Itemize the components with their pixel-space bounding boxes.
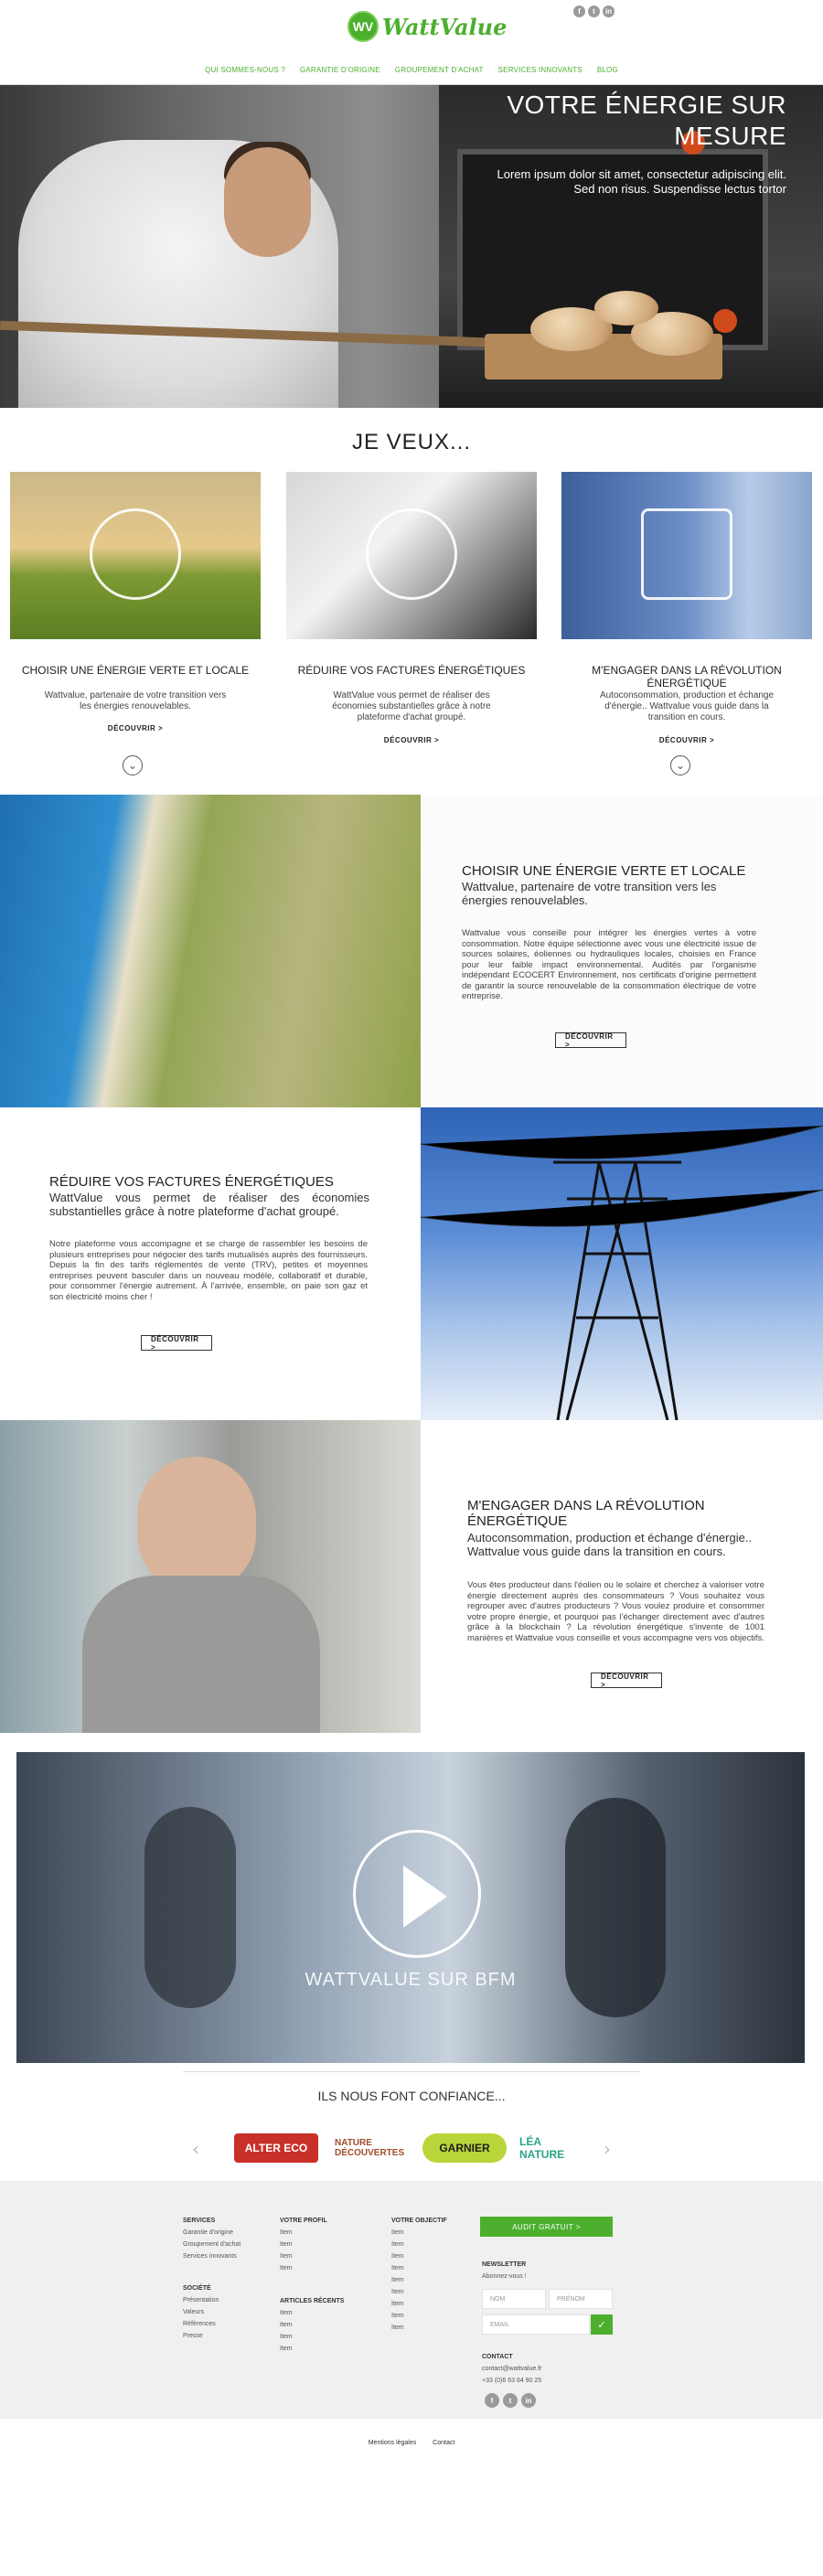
footer-societe [183, 2282, 219, 2342]
header-social [573, 5, 615, 17]
man-sweater [82, 1576, 320, 1733]
linkedin-icon[interactable]: in [603, 5, 615, 17]
facebook-icon[interactable]: f [485, 2393, 499, 2408]
footer-link[interactable]: Valeurs [183, 2309, 205, 2315]
card-text: Wattvalue, partenaire de votre transition vers les énergies renouvelables. [44, 690, 227, 711]
contact-link[interactable]: Contact [433, 2440, 455, 2446]
section-subtitle: Wattvalue, partenaire de votre transition vers les énergies renouvelables. [462, 880, 717, 907]
carousel-next-icon[interactable]: › [604, 2138, 611, 2160]
section-subtitle: Autoconsommation, production et échange d'énergie.. Wattvalue vous guide dans la transition en cours. [467, 1531, 753, 1558]
footer-heading: CONTACT [482, 2354, 513, 2360]
section-image-coast-wind [0, 795, 421, 1107]
footer-link[interactable]: Présentation [183, 2297, 219, 2303]
footer-link[interactable]: Item [280, 2322, 293, 2328]
footer-contact [482, 2351, 541, 2387]
nav-item-services[interactable]: SERVICES INNOVANTS [497, 65, 583, 74]
partner-logo-garnier: GARNIER [422, 2133, 507, 2163]
chevron-down-icon[interactable]: ⌄ [123, 755, 143, 775]
nom-input[interactable]: NOM [482, 2289, 546, 2309]
hero-bread [594, 291, 658, 326]
play-icon[interactable] [353, 1830, 481, 1958]
pylon-drawing [421, 1107, 823, 1420]
twitter-icon[interactable]: t [588, 5, 600, 17]
section-body: Wattvalue vous conseille pour intégrer les énergies vertes à votre consommation. Notre équipe sélectionne avec vous une électricité issue de sources solaires, éoliennes ou hydrauliques locales, choisies en France pour leur faible impact environnemental. Audités par l'organisme indépendant ECOCERT Environnement, nos certificats d'origine permettent de garantir la source renouvelable de la consommation électrique de votre entreprise. [462, 928, 756, 1001]
footer-link[interactable]: Item [391, 2313, 404, 2319]
section-title: RÉDUIRE VOS FACTURES ÉNERGÉTIQUES [49, 1174, 334, 1190]
footer-heading: ARTICLES RÉCENTS [280, 2298, 345, 2304]
card-image-factures[interactable] [286, 472, 537, 639]
bottom-links [0, 2440, 823, 2446]
footer-profil [280, 2215, 327, 2274]
footer-link[interactable]: Item [391, 2301, 404, 2307]
footer-link[interactable]: Item [280, 2334, 293, 2340]
footer-link[interactable]: Item [391, 2229, 404, 2236]
footer-link[interactable]: Services innovants [183, 2253, 237, 2260]
contact-email[interactable]: contact@wattvalue.fr [482, 2366, 542, 2372]
section-body: Vous êtes producteur dans l'éolien ou le solaire et cherchez à valoriser votre énergie directement auprès des consommateurs ? Vous souhaitez vous regrouper avec d'autres producteurs ? Vous voulez produire et consommer votre propre énergie, et pourquoi pas l'échanger directement avec d'autres grâce à la blockchain ? La révolution énergétique s'invente de 1001 manières et Wattvalue vous conseille et vous accompagne vers vos objectifs. [467, 1580, 764, 1643]
card-image-revolution[interactable] [561, 472, 812, 639]
section-image-man [0, 1420, 421, 1733]
section-title: CHOISIR UNE ÉNERGIE VERTE ET LOCALE [462, 863, 746, 879]
footer-link[interactable]: Groupement d'achat [183, 2241, 241, 2248]
card-title: M'ENGAGER DANS LA RÉVOLUTION ÉNERGÉTIQUE [592, 664, 782, 689]
je-veux-title: JE VEUX... [351, 430, 472, 454]
hero-subtitle: Lorem ipsum dolor sit amet, consectetur adipiscing elit. Sed non risus. Suspendisse lectus tortor [497, 167, 786, 196]
site-header [0, 0, 823, 74]
footer-social [485, 2393, 536, 2408]
section-image-pylon [421, 1107, 823, 1420]
footer-link[interactable]: Item [280, 2229, 293, 2236]
hero-title: VOTRE ÉNERGIE SUR MESURE [507, 91, 786, 150]
section-title: M'ENGAGER DANS LA RÉVOLUTION ÉNERGÉTIQUE [467, 1498, 705, 1529]
nav-item-qui-sommes-nous[interactable]: QUI SOMMES-NOUS ? [205, 65, 285, 74]
partner-logo-alter-eco: ALTER ECO [234, 2133, 318, 2163]
footer-link[interactable]: Références [183, 2321, 216, 2327]
logo[interactable] [347, 11, 507, 42]
video-player[interactable] [16, 1752, 805, 2063]
card-title: CHOISIR UNE ÉNERGIE VERTE ET LOCALE [21, 664, 250, 677]
footer-objectif [391, 2215, 447, 2334]
chevron-down-icon[interactable]: ⌄ [670, 755, 690, 775]
carousel-prev-icon[interactable]: ‹ [192, 2138, 199, 2160]
facebook-icon[interactable]: f [573, 5, 585, 17]
hero-knob [713, 309, 737, 333]
video-caption: WATTVALUE SUR BFM [305, 1970, 517, 1990]
twitter-icon[interactable]: t [503, 2393, 518, 2408]
footer-heading: NEWSLETTER [482, 2261, 527, 2268]
discover-link[interactable]: DÉCOUVRIR > [383, 736, 440, 744]
discover-button[interactable]: DÉCOUVRIR > [555, 1032, 626, 1048]
footer-services [183, 2215, 240, 2262]
card-image-green-energy[interactable] [10, 472, 261, 639]
solar-hands-icon [641, 508, 732, 600]
section-subtitle: WattValue vous permet de réaliser des économies substantielles grâce à notre plateforme d'achat groupé. [49, 1191, 369, 1218]
discover-button[interactable]: DÉCOUVRIR > [591, 1673, 662, 1688]
discover-button[interactable]: DÉCOUVRIR > [141, 1335, 212, 1351]
mentions-legales-link[interactable]: Mentions légales [368, 2440, 417, 2446]
nav-item-garantie[interactable]: GARANTIE D'ORIGINE [299, 65, 380, 74]
discover-link[interactable]: DÉCOUVRIR > [658, 736, 715, 744]
footer-newsletter [482, 2259, 527, 2282]
partners-title: ILS NOUS FONT CONFIANCE... [317, 2089, 506, 2103]
footer-heading: VOTRE PROFIL [280, 2218, 327, 2224]
footer-articles [280, 2295, 344, 2355]
footer-link[interactable]: Item [391, 2253, 404, 2260]
footer-link[interactable]: Item [391, 2265, 404, 2271]
footer-link[interactable]: Item [391, 2289, 404, 2295]
euro-icon [366, 508, 457, 600]
nav-item-blog[interactable]: BLOG [596, 65, 618, 74]
nav-item-groupement[interactable]: GROUPEMENT D'ACHAT [394, 65, 484, 74]
footer-link[interactable]: Item [280, 2241, 293, 2248]
footer-link[interactable]: Item [280, 2265, 293, 2271]
footer-link[interactable]: Item [280, 2310, 293, 2316]
hero-chef-head [224, 147, 311, 257]
section-body: Notre plateforme vous accompagne et se charge de rassembler les besoins de plusieurs entreprises pour négocier des tarifs mutualisés auprès des fournisseurs. Depuis la fin des tarifs réglementés de vente (TRV), petites et moyennes entreprises peuvent basculer dans un nouveau modèle, collaboratif et durable, pour consommer l'énergie autrement. À l'arrivée, ensemble, on paie son gaz et son électricité moins cher ! [49, 1239, 368, 1302]
partner-logo-nature-decouvertes: NATURE DÉCOUVERTES [335, 2138, 405, 2158]
newsletter-subtitle: Abonnez-vous ! [482, 2273, 527, 2280]
footer-link[interactable]: Item [280, 2253, 293, 2260]
footer-link[interactable]: Garantie d'origine [183, 2229, 234, 2236]
footer-heading: SERVICES [183, 2218, 216, 2224]
logo-text: WattValue [382, 13, 508, 40]
footer-link[interactable]: Item [391, 2277, 404, 2283]
footer-link[interactable]: Item [280, 2346, 293, 2352]
newsletter-submit-icon[interactable]: ✓ [591, 2314, 613, 2335]
footer-link[interactable]: Item [391, 2325, 404, 2331]
email-input[interactable]: EMAIL [482, 2314, 590, 2335]
footer-link[interactable]: Item [391, 2241, 404, 2248]
prenom-input[interactable]: PRÉNOM [549, 2289, 613, 2309]
hero-chef [18, 140, 338, 408]
footer-link[interactable]: Presse [183, 2333, 203, 2339]
discover-link[interactable]: DÉCOUVRIR > [107, 724, 164, 732]
contact-phone[interactable]: +33 (0)6 63 64 90 25 [482, 2378, 542, 2384]
audit-gratuit-button[interactable]: AUDIT GRATUIT > [480, 2217, 613, 2237]
card-text: WattValue vous permet de réaliser des économies substantielles grâce à notre plateforme d'achat groupé. [332, 690, 491, 722]
logo-mark: WV [347, 11, 379, 42]
card-title: RÉDUIRE VOS FACTURES ÉNERGÉTIQUES [297, 664, 526, 677]
linkedin-icon[interactable]: in [521, 2393, 536, 2408]
divider [183, 2071, 640, 2072]
main-nav [0, 59, 823, 80]
footer-heading: SOCIÉTÉ [183, 2285, 211, 2292]
man-head [137, 1457, 256, 1594]
partner-logo-lea-nature: LÉA NATURE [519, 2135, 565, 2161]
footer-heading: VOTRE OBJECTIF [391, 2218, 447, 2224]
leaf-icon [90, 508, 181, 600]
card-text: Autoconsommation, production et échange d'énergie.. Wattvalue vous guide dans la transition en cours. [599, 690, 775, 722]
